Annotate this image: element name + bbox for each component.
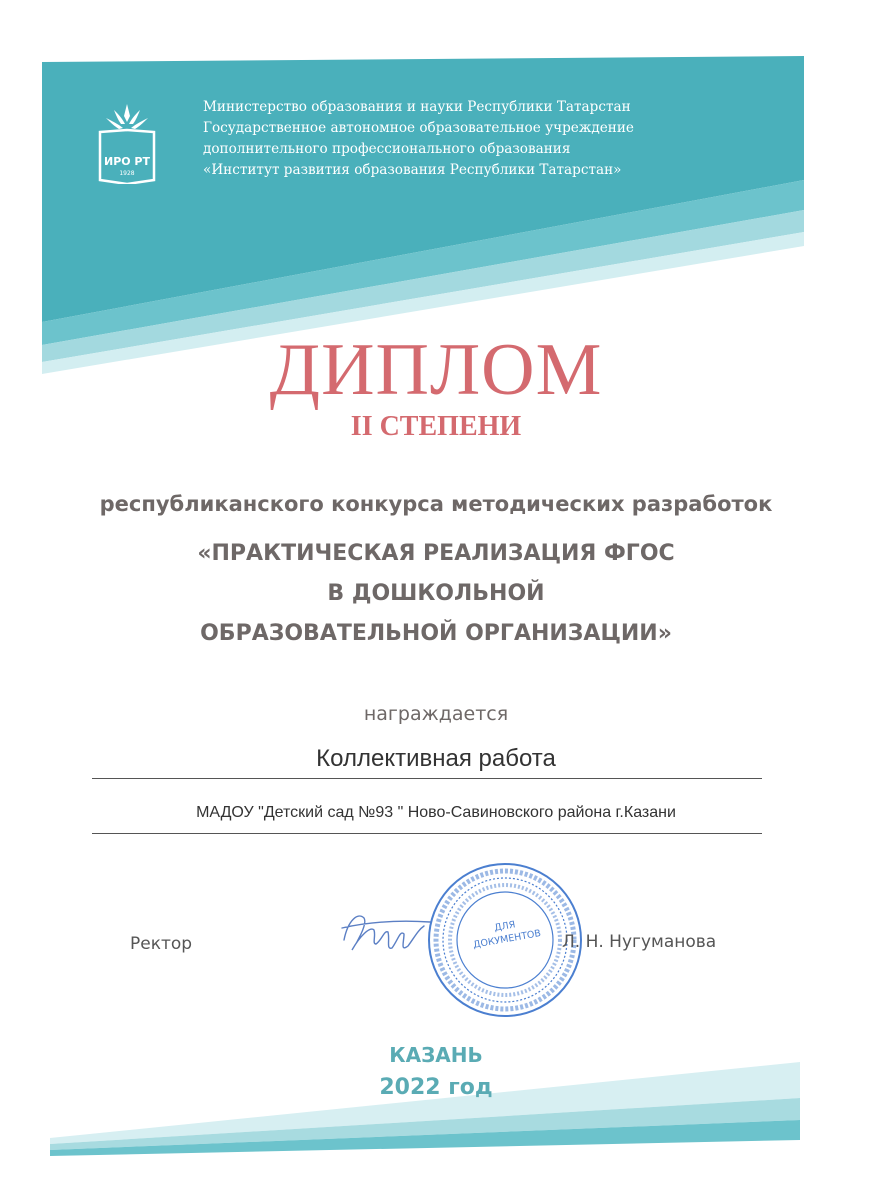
org-line: «Институт развития образования Республики Татарстан» <box>203 162 622 178</box>
recipient-underline <box>92 778 762 779</box>
issue-city: КАЗАНЬ <box>389 1043 483 1067</box>
recipient-organization: МАДОУ "Детский сад №93 " Ново-Савиновского района г.Казани <box>196 804 676 821</box>
signatory-position: Ректор <box>130 934 193 954</box>
awarded-label: награждается <box>363 703 509 725</box>
diploma-title: ДИПЛОМ <box>269 329 603 411</box>
contest-name-line: В ДОШКОЛЬНОЙ <box>327 581 545 606</box>
issuing-organization <box>203 97 763 181</box>
contest-intro: республиканского конкурса методических разработок <box>99 492 773 516</box>
contest-name-line: «ПРАКТИЧЕСКАЯ РЕАЛИЗАЦИЯ ФГОС <box>197 541 675 566</box>
org-line: Министерство образования и науки Республики Татарстан <box>203 99 631 115</box>
recipient-name: Коллективная работа <box>316 745 556 772</box>
organization-underline <box>92 833 762 834</box>
diploma-degree: II СТЕПЕНИ <box>350 411 522 442</box>
org-line: Государственное автономное образовательное учреждение <box>203 120 634 136</box>
contest-name-line: ОБРАЗОВАТЕЛЬНОЙ ОРГАНИЗАЦИИ» <box>200 621 672 646</box>
contest-name <box>0 534 872 654</box>
handwritten-signature <box>338 900 434 962</box>
issue-year: 2022 год <box>379 1075 493 1100</box>
signatory-name: Л. Н. Нугуманова <box>562 932 717 952</box>
stamp-center-text: ДЛЯ ДОКУМЕНТОВ <box>472 919 542 951</box>
org-line: дополнительного профессионального образования <box>203 141 571 157</box>
logo-text: ИРО РТ <box>103 155 150 168</box>
logo-year: 1928 <box>119 170 135 177</box>
header-banner <box>0 0 872 380</box>
